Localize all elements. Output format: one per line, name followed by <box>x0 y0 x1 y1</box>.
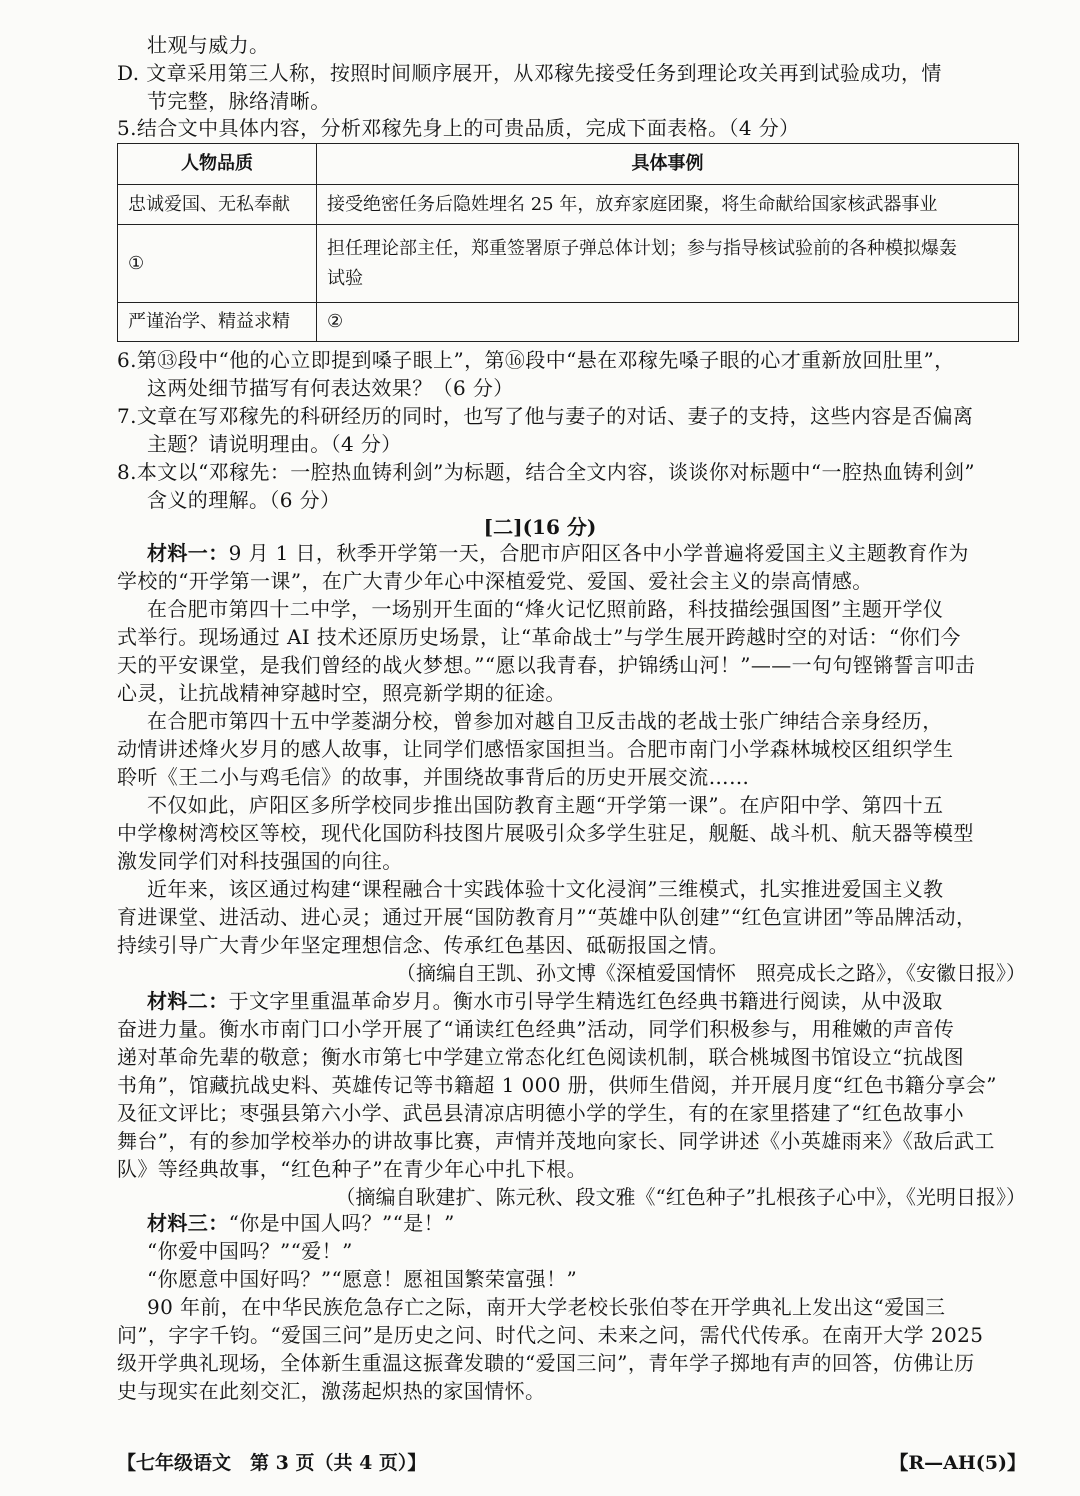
material-2-source: （摘编自耿建扩、陈元秋、段文雅《“红色种子”扎根孩子心中》，《光明日报》） <box>335 1185 1026 1209</box>
paragraph-line: 问”，字字千钧。“爱国三问”是历史之问、时代之问、未来之问，需代代传承。在南开大学 2025 <box>117 1323 984 1347</box>
material-2-label: 材料二： <box>147 989 229 1013</box>
paragraph-line: 聆听《王二小与鸡毛信》的故事，并围绕故事背后的历史开展交流…… <box>117 765 750 789</box>
dialogue-line: “你愿意中国好吗？”“愿意！愿祖国繁荣富强！” <box>147 1267 578 1291</box>
material-3-text: “你是中国人吗？”“是！” <box>228 1211 455 1235</box>
question-7-line1: 7.文章在写邓稼先的科研经历的同时，也写了他与妻子的对话、妻子的支持，这些内容是否偏离 <box>117 404 974 428</box>
paragraph-line: 学校的“开学第一课”，在广大青少年心中深植爱党、爱国、爱社会主义的崇高情感。 <box>117 569 873 593</box>
table-row <box>118 303 1019 342</box>
paragraph-line: 在合肥市第四十二中学，一场别开生面的“烽火记忆照前路，科技描绘强国图”主题开学仪 <box>147 597 944 621</box>
paragraph-line: 育进课堂、进活动、进心灵；通过开展“国防教育月”“英雄中队创建”“红色宣讲团”等品牌活动， <box>117 905 977 929</box>
footer-code: 【R—AH(5)】 <box>889 1452 1026 1474</box>
material-1-label: 材料一： <box>147 541 229 565</box>
material-2-text: 于文字里重温革命岁月。衡水市引导学生精选红色经典书籍进行阅读，从中汲取 <box>228 989 943 1013</box>
question-7-line2: 主题？请说明理由。（4 分） <box>147 432 402 456</box>
paragraph-line: 式举行。现场通过 AI 技术还原历史场景，让“革命战士”与学生展开跨越时空的对话：“你们今 <box>117 625 961 649</box>
paragraph-line: 心灵，让抗战精神穿越时空，照亮新学期的征途。 <box>117 681 566 705</box>
section-title: [二](16 分) <box>483 515 597 539</box>
paragraph-line: 天的平安课堂，是我们曾经的战火梦想。”“愿以我青春，护锦绣山河！”——一句句铿锵誓言叩击 <box>117 653 976 677</box>
table-cell-example <box>317 225 1019 303</box>
paragraph-line: 递对革命先辈的敬意；衡水市第七中学建立常态化红色阅读机制，联合桃城图书馆设立“抗战图 <box>117 1045 965 1069</box>
paragraph-line: 激发同学们对科技强国的向往。 <box>117 849 403 873</box>
example-line: 担任理论部主任，郑重签署原子弹总体计划；参与指导核试验前的各种模拟爆轰 <box>327 237 957 259</box>
example-line-2: 试验 <box>327 267 363 289</box>
table-cell-quality: 严谨治学、精益求精 <box>118 303 317 342</box>
option-d-line1: D. 文章采用第三人称，按照时间顺序展开，从邓稼先接受任务到理论攻关再到试验成功，情 <box>117 61 942 85</box>
paragraph-line: 近年来，该区通过构建“课程融合十实践体验十文化浸润”三维模式，扎实推进爱国主义教 <box>147 877 944 901</box>
question-8-line1: 8.本文以“邓稼先：一腔热血铸利剑”为标题，结合全文内容，谈谈你对标题中“一腔热血铸利剑” <box>117 460 975 484</box>
material-1-source: （摘编自王凯、孙文博《深植爱国情怀 照亮成长之路》，《安徽日报》） <box>396 961 1026 985</box>
paragraph-line: 舞台”，有的参加学校举办的讲故事比赛，声情并茂地向家长、同学讲述《小英雄雨来》《敌后武工 <box>117 1129 995 1153</box>
footer-page-info: 【七年级语文 第 3 页（共 4 页）】 <box>117 1452 427 1474</box>
table-header-row <box>118 144 1019 185</box>
paragraph-line: 90 年前，在中华民族危急存亡之际，南开大学老校长张伯苓在开学典礼上发出这“爱国三 <box>147 1295 946 1319</box>
paragraph-line: 级开学典礼现场，全体新生重温这振聋发聩的“爱国三问”，青年学子掷地有声的回答，仿佛让历 <box>117 1351 975 1375</box>
paragraph-line: 中学橡树湾校区等校，现代化国防科技图片展吸引众多学生驻足，舰艇、战斗机、航天器等模型 <box>117 821 974 845</box>
paragraph-line: 持续引导广大青少年坚定理想信念、传承红色基因、砥砺报国之情。 <box>117 933 729 957</box>
material-2-first-line <box>147 986 943 1016</box>
material-1-first-line <box>147 538 969 568</box>
paragraph-line: 队》等经典故事，“红色种子”在青少年心中扎下根。 <box>117 1157 588 1181</box>
table-row <box>118 225 1019 303</box>
top-line: 壮观与威力。 <box>147 33 270 57</box>
question-6-line1: 6.第⑬段中“他的心立即提到嗓子眼上”，第⑯段中“悬在邓稼先嗓子眼的心才重新放回肚里”， <box>117 348 955 372</box>
question-8-line2: 含义的理解。（6 分） <box>147 488 341 512</box>
option-d-line2: 节完整，脉络清晰。 <box>147 89 331 113</box>
material-3-label: 材料三： <box>147 1211 229 1235</box>
table-cell-example <box>317 185 1019 225</box>
material-3-first-line <box>147 1208 455 1238</box>
table-cell-example <box>317 303 1019 342</box>
paragraph-line: 及征文评比；枣强县第六小学、武邑县清凉店明德小学的学生，有的在家里搭建了“红色故事小 <box>117 1101 965 1125</box>
quality-table <box>117 143 1019 342</box>
dialogue-line: “你爱中国吗？”“爱！” <box>147 1239 353 1263</box>
paragraph-line: 史与现实在此刻交汇，激荡起炽热的家国情怀。 <box>117 1379 546 1403</box>
table-header-example: 具体事例 <box>317 144 1019 185</box>
table-header-quality: 人物品质 <box>118 144 317 185</box>
table-row <box>118 185 1019 225</box>
example-line: ② <box>327 311 344 332</box>
paragraph-line: 奋进力量。衡水市南门口小学开展了“诵读红色经典”活动，同学们积极参与，用稚嫩的声音传 <box>117 1017 955 1041</box>
material-1-text: 9 月 1 日，秋季开学第一天，合肥市庐阳区各中小学普遍将爱国主义主题教育作为 <box>228 541 969 565</box>
paragraph-line: 书角”，馆藏抗战史料、英雄传记等书籍超 1 000 册，供师生借阅，并开展月度“红色书籍分享会” <box>117 1073 997 1097</box>
paragraph-line: 不仅如此，庐阳区多所学校同步推出国防教育主题“开学第一课”。在庐阳中学、第四十五 <box>147 793 944 817</box>
paragraph-line: 动情讲述烽火岁月的感人故事，让同学们感悟家国担当。合肥市南门小学森林城校区组织学生 <box>117 737 954 761</box>
table-cell-quality: 忠诚爱国、无私奉献 <box>118 185 317 225</box>
paragraph-line: 在合肥市第四十五中学菱湖分校，曾参加对越自卫反击战的老战士张广绅结合亲身经历， <box>147 709 943 733</box>
question-6-line2: 这两处细节描写有何表达效果？（6 分） <box>147 376 514 400</box>
table-cell-quality: ① <box>118 225 317 303</box>
question-5: 5.结合文中具体内容，分析邓稼先身上的可贵品质，完成下面表格。（4 分） <box>117 116 800 140</box>
example-line: 接受绝密任务后隐姓埋名 25 年，放弃家庭团聚，将生命献给国家核武器事业 <box>327 193 938 215</box>
